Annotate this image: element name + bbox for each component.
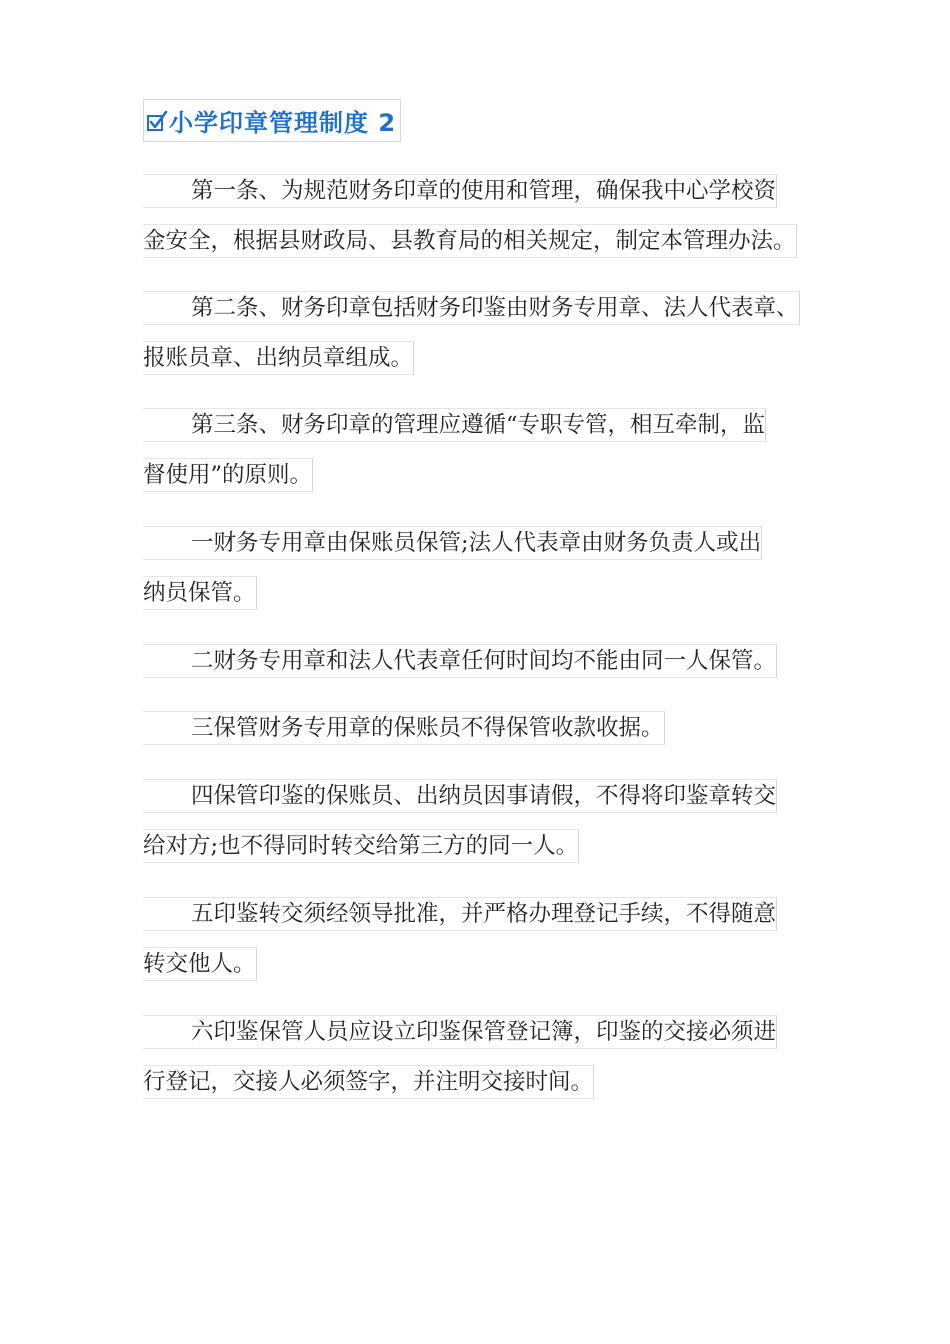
paragraph-line: 二财务专用章和法人代表章任何时间均不能由同一人保管。 bbox=[143, 644, 777, 678]
paragraph-line: 金安全，根据县财政局、县教育局的相关规定，制定本管理办法。 bbox=[143, 224, 797, 258]
paragraph-line: 六印鉴保管人员应设立印鉴保管登记簿，印鉴的交接必须进 bbox=[143, 1015, 777, 1049]
paragraph-line: 报账员章、出纳员章组成。 bbox=[143, 341, 414, 375]
paragraph-line: 给对方;也不得同时转交给第三方的同一人。 bbox=[143, 829, 579, 863]
paragraph-line: 第三条、财务印章的管理应遵循“专职专管，相互牵制，监 bbox=[143, 408, 766, 442]
paragraph-line: 纳员保管。 bbox=[143, 576, 257, 610]
paragraph-line: 转交他人。 bbox=[143, 947, 257, 981]
document-title-box bbox=[143, 99, 401, 142]
paragraph-line: 第一条、为规范财务印章的使用和管理，确保我中心学校资 bbox=[143, 174, 777, 208]
checkbox-checked-icon bbox=[146, 110, 168, 132]
paragraph-line: 行登记，交接人必须签字，并注明交接时间。 bbox=[143, 1065, 594, 1099]
paragraph-line: 第二条、财务印章包括财务印鉴由财务专用章、法人代表章、 bbox=[143, 291, 800, 325]
document-title: 小学印章管理制度 2 bbox=[169, 109, 397, 137]
paragraph-line: 督使用”的原则。 bbox=[143, 458, 313, 492]
paragraph-line: 一财务专用章由保账员保管;法人代表章由财务负责人或出 bbox=[143, 526, 762, 560]
paragraph-line: 四保管印鉴的保账员、出纳员因事请假，不得将印鉴章转交 bbox=[143, 779, 777, 813]
paragraph-line: 五印鉴转交须经领导批准，并严格办理登记手续，不得随意 bbox=[143, 897, 777, 931]
paragraph-line: 三保管财务专用章的保账员不得保管收款收据。 bbox=[143, 711, 665, 745]
